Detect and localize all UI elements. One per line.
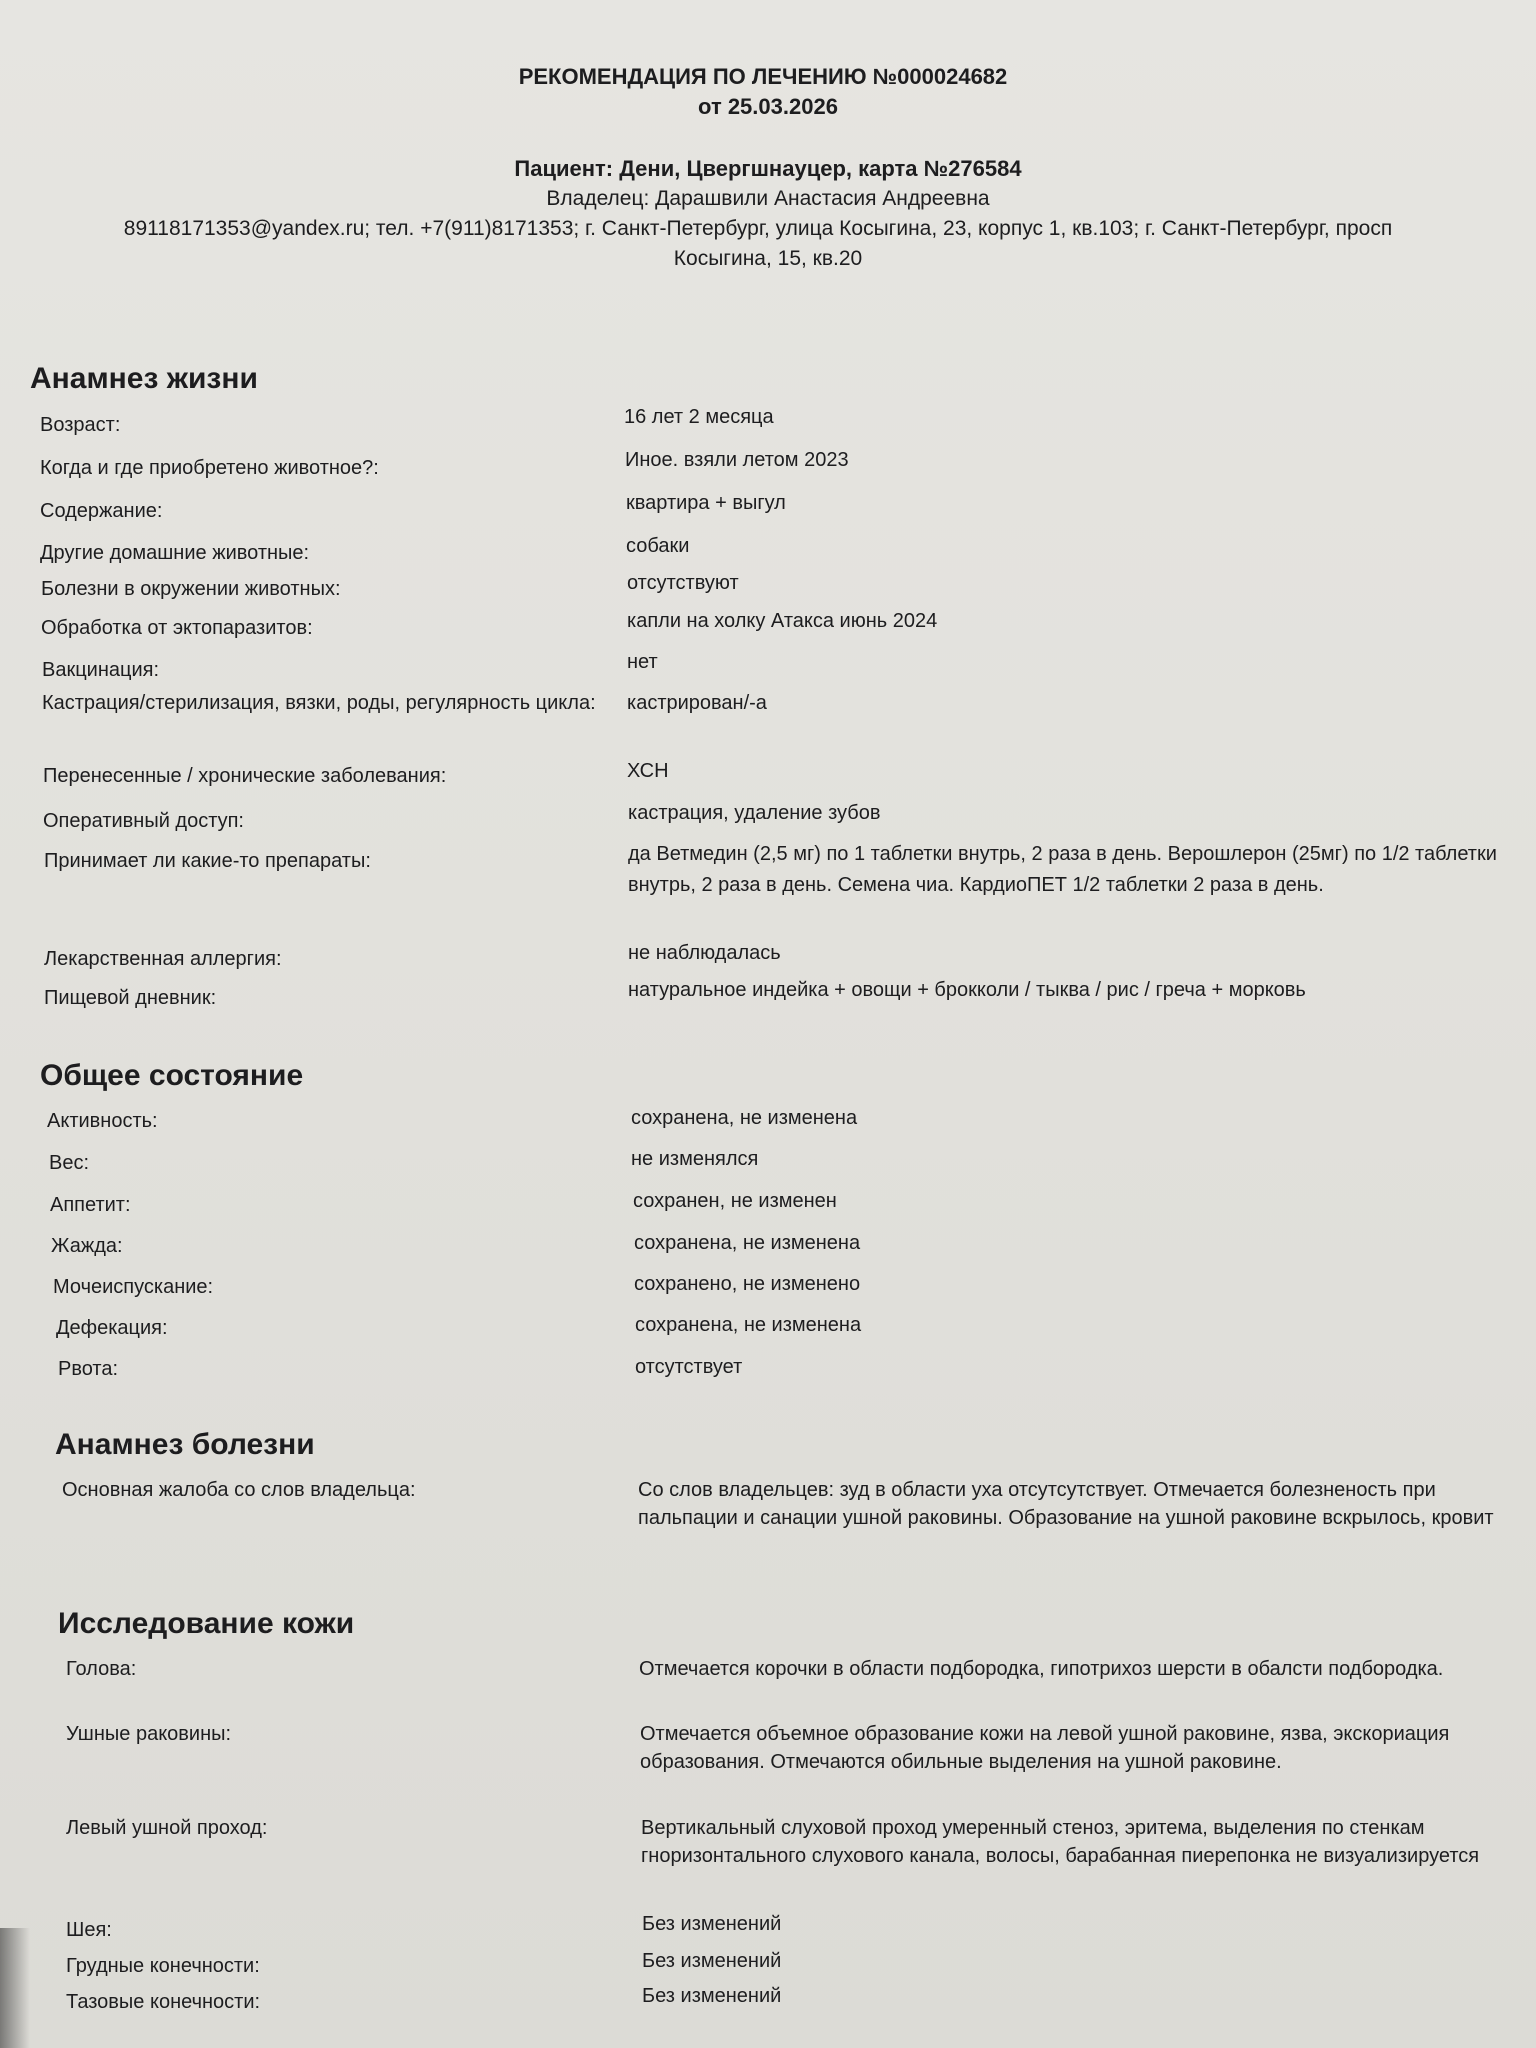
field-label: Лекарственная аллергия: (44, 948, 282, 970)
field-value: сохранена, не изменена (631, 1107, 858, 1129)
section-title-general-condition: Общее состояние (40, 1059, 304, 1092)
field-label: Другие домашние животные: (40, 542, 310, 564)
field-label: Принимает ли какие-то препараты: (44, 850, 371, 872)
field-label: Вакцинация: (42, 659, 160, 681)
field-value: Без изменений (642, 1985, 782, 2007)
field-label: Кастрация/стерилизация, вязки, роды, регулярность цикла: (42, 692, 596, 714)
field-value: Иное. взяли летом 2023 (625, 449, 849, 471)
field-value: не наблюдалась (628, 942, 781, 964)
field-value: кастрирован/-а (627, 692, 767, 714)
field-value: Без изменений (642, 1913, 782, 1935)
field-value: квартира + выгул (626, 492, 786, 514)
field-value: Без изменений (642, 1950, 782, 1972)
document-title: РЕКОМЕНДАЦИЯ ПО ЛЕЧЕНИЮ №000024682 (518, 64, 1008, 89)
field-label: Перенесенные / хронические заболевания: (43, 765, 447, 787)
document-date: от 25.03.2026 (698, 94, 838, 119)
owner-contacts-continued: Косыгина, 15, кв.20 (673, 247, 863, 270)
field-label: Грудные конечности: (66, 1955, 260, 1977)
field-label: Жажда: (51, 1235, 123, 1257)
field-value: нет (627, 651, 658, 673)
field-value: Отмечается корочки в области подбородка, гипотрихоз шерсти в обалсти подбородка. (639, 1658, 1444, 1680)
field-value: натуральное индейка + овощи + брокколи / тыква / рис / греча + морковь (628, 979, 1306, 1001)
field-value: Вертикальный слуховой проход умеренный стеноз, эритема, выделения по стенкам гноризонтального слухового канала, волосы, барабанная пиерепонка не визуализируется (641, 1817, 1480, 1867)
field-value: сохранена, не изменена (635, 1314, 862, 1336)
field-label: Рвота: (58, 1358, 119, 1380)
field-label: Основная жалоба со слов владельца: (62, 1479, 416, 1501)
section-title-skin-examination: Исследование кожи (58, 1607, 355, 1640)
owner-info: Владелец: Дарашвили Анастасия Андреевна (546, 187, 990, 210)
owner-contacts: 89118171353@yandex.ru; тел. +7(911)8171353; г. Санкт-Петербург, улица Косыгина, 23, корпус 1, кв.103; г. Санкт-Петербург, просп (123, 217, 1393, 240)
field-label: Пищевой дневник: (44, 987, 217, 1009)
field-label: Вес: (49, 1152, 90, 1174)
field-label: Мочеиспускание: (53, 1276, 214, 1298)
field-label: Активность: (47, 1110, 158, 1132)
document-header (0, 62, 1536, 274)
field-value: не изменялся (631, 1148, 759, 1170)
field-value: сохранена, не изменена (634, 1232, 861, 1254)
field-value: Со слов владельцев: зуд в области уха отсутсутствует. Отмечается болезненость при пальпации и санации ушной раковины. Образование на ушной раковине вскрылось, кровит (638, 1479, 1494, 1529)
field-label: Дефекация: (56, 1317, 168, 1339)
page-shadow (0, 1928, 30, 2048)
section-title-life-anamnesis: Анамнез жизни (30, 362, 258, 395)
field-value: капли на холку Атакса июнь 2024 (627, 610, 938, 632)
field-value: да Ветмедин (2,5 мг) по 1 таблетки внутрь, 2 раза в день. Верошлерон (25мг) по 1/2 таблетки внутрь, 2 раза в день. Семена чиа. КардиоПЕТ 1/2 таблетки 2 раза в день. (628, 843, 1497, 896)
field-value: кастрация, удаление зубов (628, 802, 881, 824)
field-label: Тазовые конечности: (66, 1991, 261, 2013)
field-value: Отмечается объемное образование кожи на левой ушной раковине, язва, экскориация образования. Отмечаются обильные выделения на ушной раковине. (640, 1723, 1450, 1773)
field-value: сохранен, не изменен (633, 1190, 837, 1212)
field-label: Шея: (66, 1919, 112, 1941)
field-value: сохранено, не изменено (634, 1273, 861, 1295)
field-label: Содержание: (40, 500, 163, 522)
field-value: собаки (626, 535, 690, 557)
field-value: ХСН (627, 760, 669, 782)
field-label: Болезни в окружении животных: (41, 578, 341, 600)
field-label: Когда и где приобретено животное?: (40, 457, 379, 479)
section-title-disease-anamnesis: Анамнез болезни (55, 1428, 315, 1461)
field-label: Возраст: (40, 414, 121, 436)
field-label: Левый ушной проход: (66, 1817, 268, 1839)
field-label: Оперативный доступ: (43, 810, 244, 832)
field-value: отсутствует (635, 1356, 743, 1378)
field-label: Обработка от эктопаразитов: (41, 617, 313, 639)
field-label: Голова: (66, 1658, 137, 1680)
field-value: 16 лет 2 месяца (624, 406, 774, 428)
patient-info: Пациент: Дени, Цвергшнауцер, карта №276584 (514, 156, 1022, 181)
field-label: Ушные раковины: (66, 1723, 232, 1745)
field-value: отсутствуют (627, 572, 739, 594)
field-label: Аппетит: (50, 1194, 131, 1216)
